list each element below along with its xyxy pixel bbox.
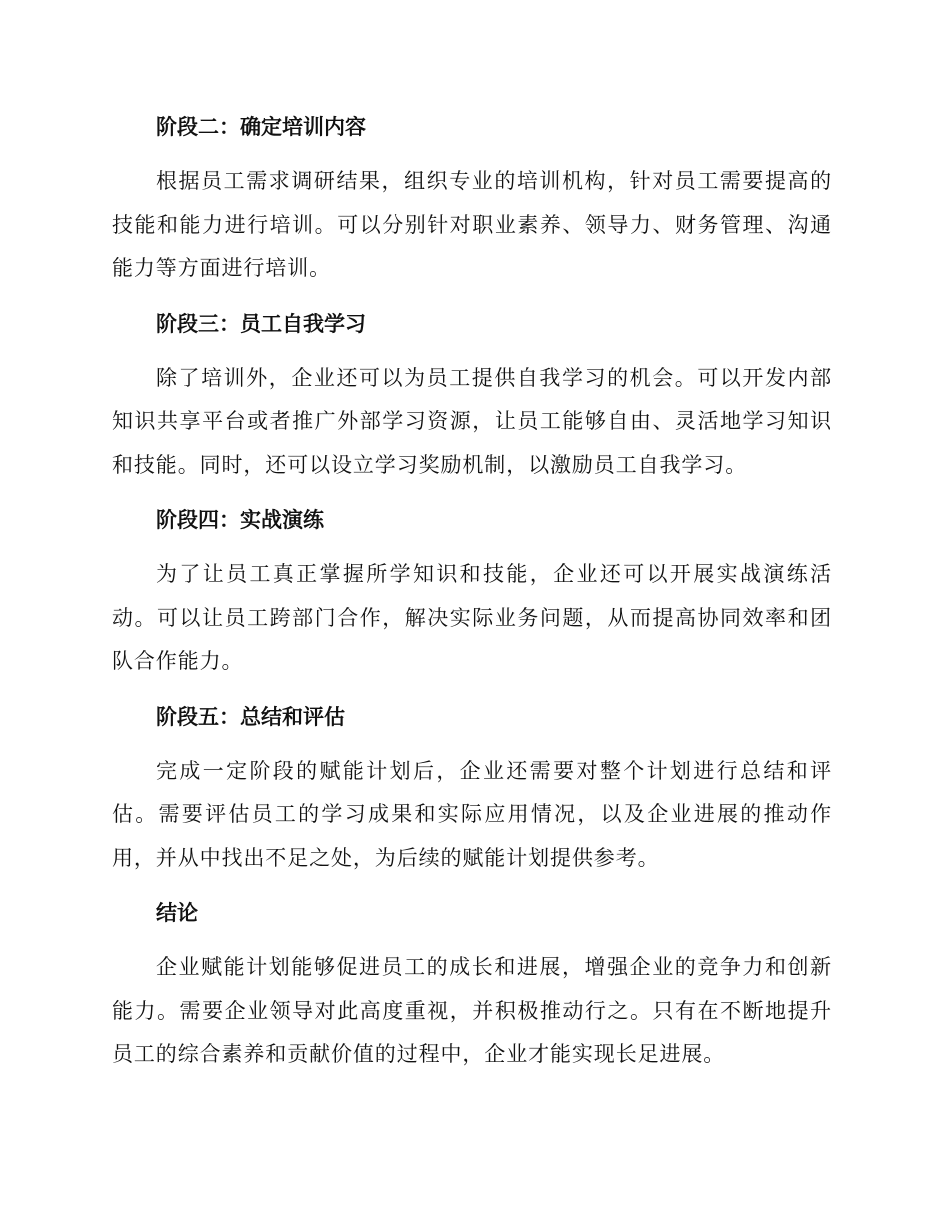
section-heading-stage-5: 阶段五：总结和评估 <box>156 703 345 729</box>
document-content <box>112 106 832 1089</box>
section-paragraph-stage-4: 为了让员工真正掌握所学知识和技能，企业还可以开展实战演练活动。可以让员工跨部门合作，解决实际业务问题，从而提高协同效率和团队合作能力。 <box>112 562 832 673</box>
section-paragraph-stage-5: 完成一定阶段的赋能计划后，企业还需要对整个计划进行总结和评估。需要评估员工的学习成果和实际应用情况，以及企业进展的推动作用，并从中找出不足之处，为后续的赋能计划提供参考。 <box>112 758 832 870</box>
section-heading-stage-3: 阶段三：员工自我学习 <box>156 310 366 336</box>
section-heading-stage-2: 阶段二：确定培训内容 <box>156 114 366 139</box>
section-paragraph-stage-2: 根据员工需求调研结果，组织专业的培训机构，针对员工需要提高的技能和能力进行培训。可以分别针对职业素养、领导力、财务管理、沟通能力等方面进行培训。 <box>112 169 832 280</box>
section-heading-stage-4: 阶段四：实战演练 <box>156 507 324 532</box>
section-heading-conclusion: 结论 <box>156 900 198 925</box>
section-paragraph-conclusion: 企业赋能计划能够促进员工的成长和进展，增强企业的竞争力和创新能力。需要企业领导对此高度重视，并积极推动行之。只有在不断地提升员工的综合素养和贡献价值的过程中，企业才能实现长足进展。 <box>112 955 832 1066</box>
section-paragraph-stage-3: 除了培训外，企业还可以为员工提供自我学习的机会。可以开发内部知识共享平台或者推广外部学习资源，让员工能够自由、灵活地学习知识和技能。同时，还可以设立学习奖励机制，以激励员工自我学习。 <box>112 365 832 477</box>
